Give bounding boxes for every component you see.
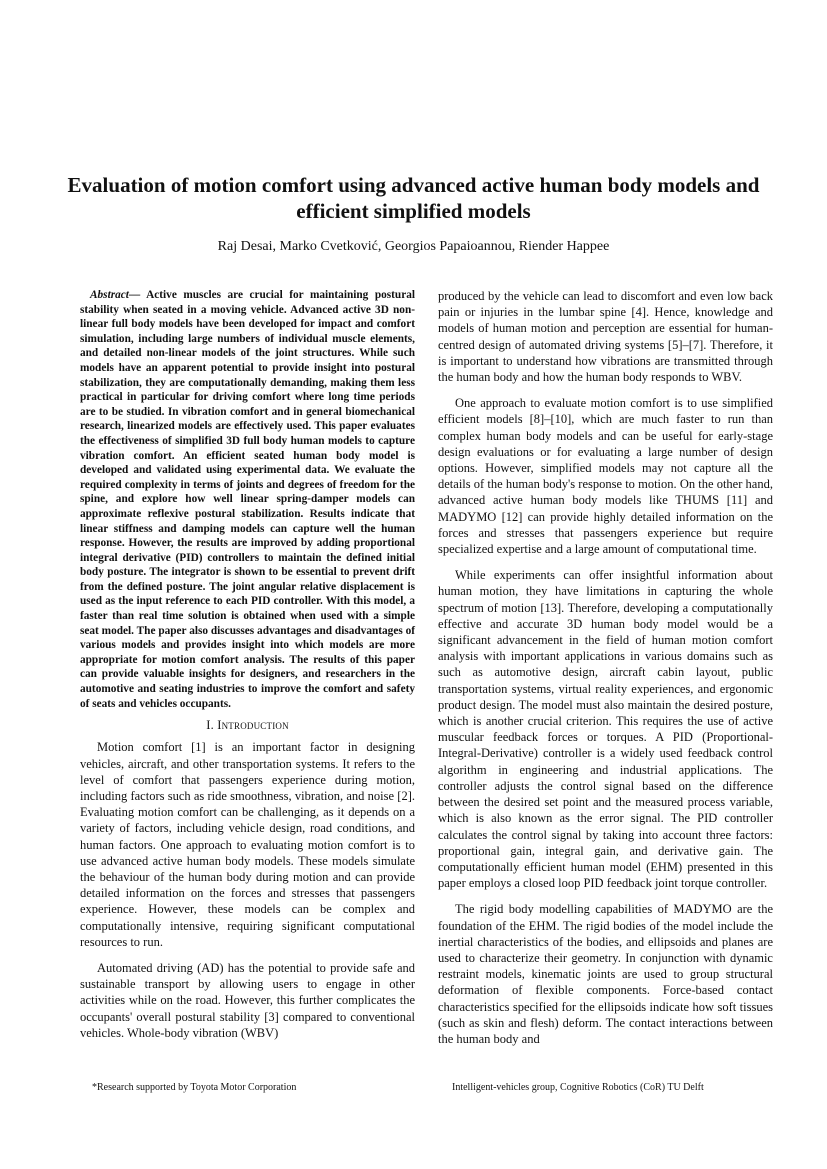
footnote-affiliation: Intelligent-vehicles group, Cognitive Robotics (CoR) TU Delft — [452, 1082, 704, 1093]
section-number: I. — [206, 718, 214, 733]
paragraph: Motion comfort [1] is an important factor in designing vehicles, aircraft, and other transportation systems. It refers to the level of comfort that passengers experience during motion, including factors such as ride smoothness, vibration, and noise [2]. Evaluating motion comfort can be challenging, as it depends on a variety of factors, including vehicle design, road conditions, and human factors. One approach to evaluating motion comfort is to use advanced active human body models. These models simulate the behaviour of the human body during motion and can provide detailed information on the forces and stresses that passengers experience. However, these models can be complex and computationally intensive, requiring significant computational resources to run. — [80, 740, 415, 949]
paragraph: One approach to evaluate motion comfort is to use simplified efficient models [8]–[10], which are much faster to run than complex human body models and can be useful for early-stage design evaluations or for evaluating a large number of design options. However, simplified models may not capture all the details of the human body's response to motion. On the other hand, advanced active human body models like THUMS [11] and MADYMO [12] can provide highly detailed information on the forces and stresses that passengers experience but require specialized expertise and a large amount of computational time. — [438, 396, 773, 557]
right-column — [438, 288, 773, 1057]
paragraph: The rigid body modelling capabilities of MADYMO are the foundation of the EHM. The rigid bodies of the model include the inertial characteristics of the bodies, and ellipsoids and planes are used to characterize their geometry. In conjunction with dynamic restraint models, kinematic joints are used to group structural deformation of flexible components. Force-based contact characteristics specified for the ellipsoids indicate how soft tissues (such as skin and flesh) deform. The contact interactions between the human body and — [438, 902, 773, 1046]
left-column — [80, 288, 415, 1051]
paragraph: While experiments can offer insightful information about human motion, they have limitations in capturing the whole spectrum of motion [13]. Therefore, developing a computationally effective and accurate 3D human body model would be a significant advancement in the field of human motion comfort analysis with important applications in various domains such as such as automotive design, aircraft cabin layout, public transportation systems, virtual reality experiences, and ergonomic product design. The model must also maintain the desired posture, which is another crucial criterion. This requires the use of active muscular feedback forces or torques. A PID (Proportional-Integral-Derivative) controller is a widely used feedback control algorithm in engineering and industrial applications. The controller adjusts the control signal based on the difference between the desired set point and the measured process variable, which is also known as the error signal. The PID controller calculates the control signal by taking into account three factors: proportional gain, integral gain, and derivative gain. The computationally efficient human model (EHM) presented in this paper employs a closed loop PID feedback joint torque controller. — [438, 568, 773, 891]
abstract-text: Active muscles are crucial for maintaining postural stability when seated in a moving vehicle. Advanced active 3D non-linear full body models have been developed for impact and comfort simulation, including large numbers of individual muscle elements, and detailed non-linear models of the joint structures. While such models have an apparent potential to provide insight into postural stabilization, they are computationally demanding, making them less practical in particular for driving comfort where long time periods are to be studied. In vibration comfort and in general biomechanical research, linearized models are effectively used. This paper evaluates the effectiveness of simplified 3D full body human models to capture vibration comfort. An efficient seated human body model is developed and validated using experimental data. We evaluate the required complexity in terms of joints and degrees of freedom for the spine, and explore how well linear spring-damper models can approximate reflexive postural stabilization. Results indicate that linear stiffness and damping models can capture well the human response. However, the results are improved by adding proportional integral derivative (PID) controllers to maintain the defined initial body posture. The integrator is shown to be essential to prevent drift from the defined posture. The joint angular relative displacement is used as the input reference to each PID controller. With this model, a faster than real time solution is obtained when used with a simple seat model. The paper also discusses advantages and disadvantages of various models and provides insight into which models are more appropriate for motion comfort analysis. The results of this paper can provide valuable insights for designers, and researchers in the automotive and seating industries to improve the comfort and safety of seats and vehicles occupants. — [80, 289, 415, 710]
paragraph-continued: produced by the vehicle can lead to discomfort and even low back pain or injuries in the lumbar spine [4]. Hence, knowledge and models of human motion and perception are essential for human-centred design of automated driving systems [5]–[7]. Therefore, it is important to understand how vibrations are transmitted through the human body and how the human body responds to WBV. — [438, 289, 773, 385]
section-title: Introduction — [217, 718, 289, 733]
paper-title: Evaluation of motion comfort using advanced active human body models and efficient simplified models — [67, 173, 760, 223]
footnote-funding: *Research supported by Toyota Motor Corporation — [92, 1082, 297, 1093]
abstract-label: Abstract — [90, 289, 129, 301]
section-heading-introduction — [80, 717, 415, 733]
abstract — [80, 288, 415, 711]
abstract-dash: — — [128, 289, 147, 301]
author-list: Raj Desai, Marko Cvetković, Georgios Papaioannou, Riender Happee — [217, 239, 610, 254]
paragraph: Automated driving (AD) has the potential to provide safe and sustainable transport by allowing users to engage in other activities while on the road. However, this further complicates the occupants' overall postural stability [3] compared to conventional vehicles. Whole-body vibration (WBV) — [80, 961, 415, 1040]
